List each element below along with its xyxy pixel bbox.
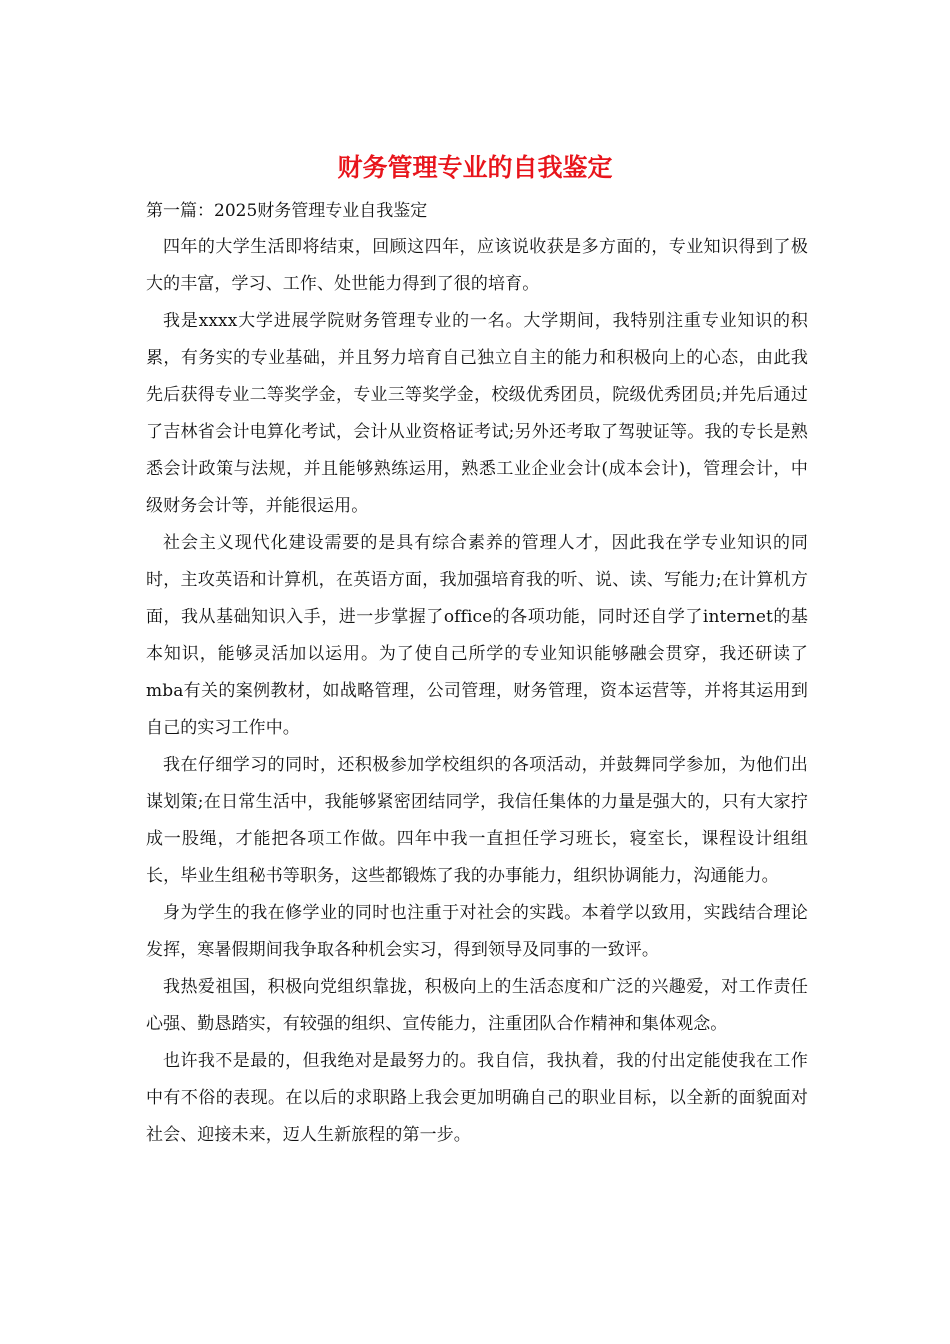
section-heading: 第一篇：2025财务管理专业自我鉴定 (146, 201, 428, 221)
paragraph-skills: 社会主义现代化建设需要的是具有综合素养的管理人才，因此我在学专业知识的同时，主攻英语和计算机，在英语方面，我加强培育我的听、说、读、写能力;在计算机方面，我从基础知识入手，进一步掌握了office的各项功能，同时还自学了internet的基本知识，能够灵活加以运用。为了使自己所学的专业知识能够融会贯穿，我还研读了mba有关的案例教材，如战略管理，公司管理，财务管理，资本运营等，并将其运用到自己的实习工作中。 (146, 533, 808, 738)
paragraph-character: 我热爱祖国，积极向党组织靠拢，积极向上的生活态度和广泛的兴趣爱，对工作责任心强、勤恳踏实，有较强的组织、宣传能力，注重团队合作精神和集体观念。 (146, 977, 808, 1034)
paragraph-closing: 也许我不是最的，但我绝对是最努力的。我自信，我执着，我的付出定能使我在工作中有不俗的表现。在以后的求职路上我会更加明确自己的职业目标，以全新的面貌面对社会、迎接未来，迈人生新旅程的第一步。 (146, 1051, 808, 1145)
document-title: 财务管理专业的自我鉴定 (337, 153, 613, 182)
document-body (146, 194, 808, 1154)
paragraph-activities: 我在仔细学习的同时，还积极参加学校组织的各项活动，并鼓舞同学参加，为他们出谋划策;在日常生活中，我能够紧密团结同学，我信任集体的力量是强大的，只有大家拧成一股绳，才能把各项工作做。四年中我一直担任学习班长，寝室长，课程设计组组长，毕业生组秘书等职务，这些都锻炼了我的办事能力，组织协调能力，沟通能力。 (146, 755, 808, 886)
paragraph-practice: 身为学生的我在修学业的同时也注重于对社会的实践。本着学以致用，实践结合理论发挥，寒暑假期间我争取各种机会实习，得到领导及同事的一致评。 (146, 903, 808, 960)
paragraph-study: 我是xxxx大学进展学院财务管理专业的一名。大学期间，我特别注重专业知识的积累，有务实的专业基础，并且努力培育自己独立自主的能力和积极向上的心态，由此我先后获得专业二等奖学金，专业三等奖学金，校级优秀团员，院级优秀团员;并先后通过了吉林省会计电算化考试，会计从业资格证考试;另外还考取了驾驶证等。我的专长是熟悉会计政策与法规，并且能够熟练运用，熟悉工业企业会计(成本会计)，管理会计，中级财务会计等，并能很运用。 (146, 311, 808, 516)
paragraph-intro: 四年的大学生活即将结束，回顾这四年，应该说收获是多方面的，专业知识得到了极大的丰富，学习、工作、处世能力得到了很的培育。 (146, 237, 808, 294)
